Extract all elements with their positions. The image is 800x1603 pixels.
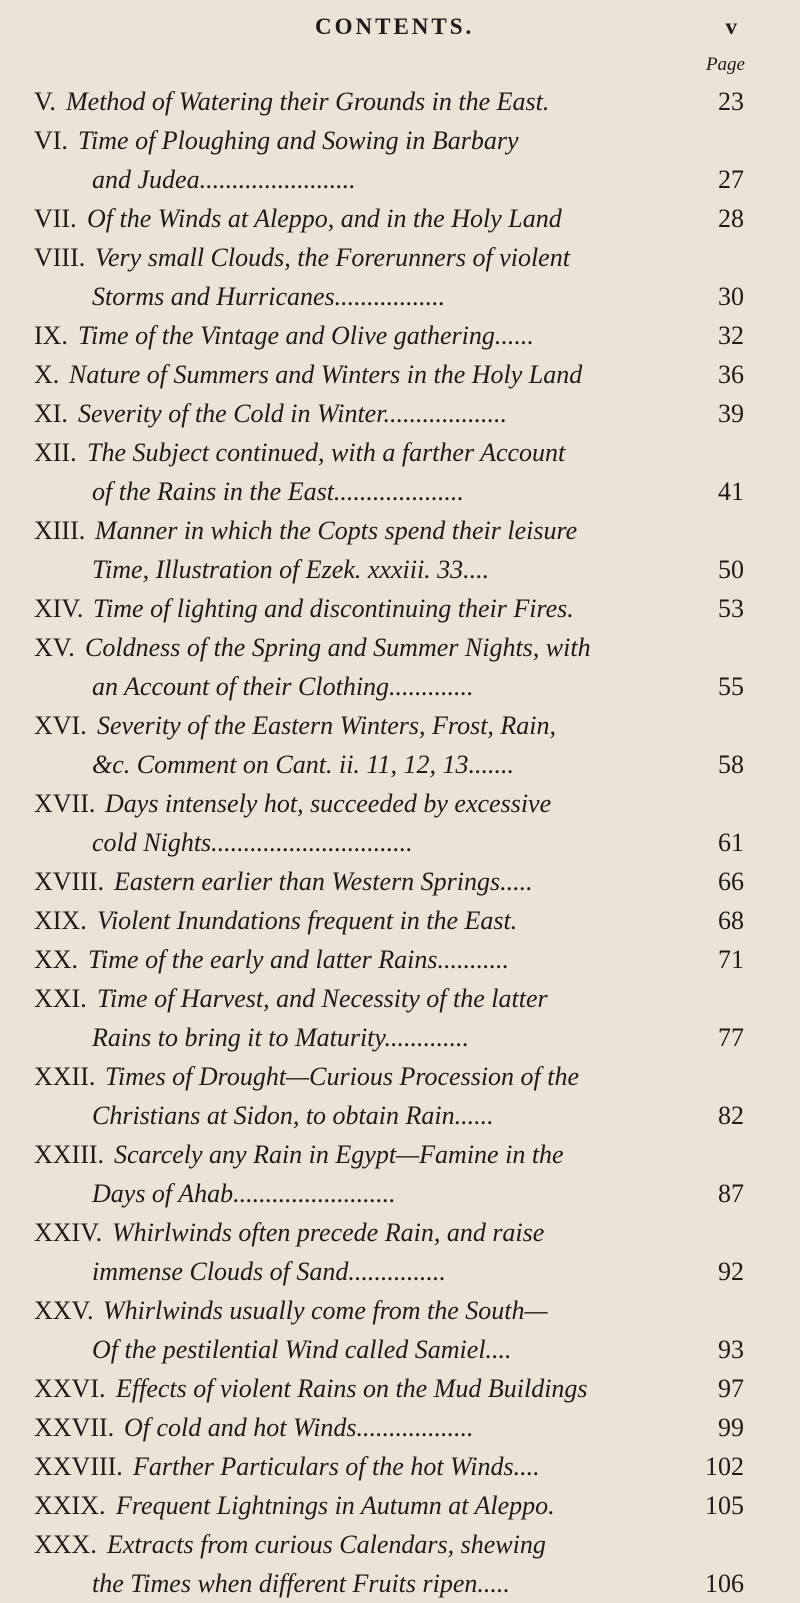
toc-entry [0,589,800,628]
toc-entry [0,940,800,979]
toc-entry [0,1486,800,1525]
chapter-numeral: XXII. [34,1062,96,1091]
page-number: 77 [718,1023,744,1052]
chapter-numeral: XXVIII. [34,1452,123,1481]
chapter-title-text: Days intensely hot, succeeded by excessive [105,789,552,818]
toc-line [0,511,800,550]
chapter-numeral: XXIII. [34,1140,105,1169]
toc-entry [0,901,800,940]
page-number: 93 [718,1335,744,1364]
toc-line [0,1135,800,1174]
toc-entry [0,394,800,433]
toc-entry [0,1447,800,1486]
toc-entry [0,238,800,316]
page-number: 99 [718,1413,744,1442]
page-number: 71 [718,945,744,974]
chapter-numeral: XV. [34,633,75,662]
chapter-numeral: X. [34,360,60,389]
toc-entry [0,784,800,862]
page-number: 28 [718,204,744,233]
toc-entry [0,82,800,121]
page-number: 50 [718,555,744,584]
chapter-numeral: XXVII. [34,1413,115,1442]
page-number: 82 [718,1101,744,1130]
chapter-title-text: Time of Harvest, and Necessity of the latter [97,984,548,1013]
chapter-title-text: Storms and Hurricanes................. [92,282,446,311]
page-number: 27 [718,165,744,194]
toc-entry [0,862,800,901]
chapter-title-text: Effects of violent Rains on the Mud Buildings [116,1374,588,1403]
chapter-numeral: XVII. [34,789,96,818]
chapter-title-text: Manner in which the Copts spend their leisure [95,516,578,545]
chapter-title-text: immense Clouds of Sand............... [92,1257,446,1286]
page-number: 36 [718,360,744,389]
chapter-numeral: XII. [34,438,77,467]
toc-line [0,1447,800,1486]
toc-line [0,706,800,745]
toc-line [0,1408,800,1447]
toc-line [0,1369,800,1408]
running-title: CONTENTS. [315,14,475,39]
chapter-title-text: Severity of the Eastern Winters, Frost, Rain, [97,711,557,740]
chapter-title-text: Whirlwinds often precede Rain, and raise [112,1218,545,1247]
chapter-title-text: Method of Watering their Grounds in the East. [66,87,550,116]
chapter-title-text: Rains to bring it to Maturity............. [92,1023,470,1052]
page-number: 105 [705,1491,744,1520]
page-number: 58 [718,750,744,779]
toc-line [0,1057,800,1096]
toc-line [0,1486,800,1525]
toc-entry [0,1213,800,1291]
chapter-title-text: Extracts from curious Calendars, shewing [107,1530,546,1559]
toc-line [0,355,800,394]
toc-entry [0,355,800,394]
chapter-title-text: the Times when different Fruits ripen..... [92,1569,510,1598]
toc-line [0,1174,800,1213]
page-number: 102 [705,1452,744,1481]
table-of-contents [0,82,800,1603]
toc-entry [0,979,800,1057]
chapter-title-text: Times of Drought—Curious Procession of the [105,1062,580,1091]
chapter-numeral: V. [34,87,56,116]
chapter-title-text: of the Rains in the East.................... [92,477,464,506]
chapter-numeral: XXIX. [34,1491,106,1520]
page-number: 41 [718,477,744,506]
page-number: 55 [718,672,744,701]
page-number: 23 [718,87,744,116]
page-number: 66 [718,867,744,896]
chapter-title-text: and Judea........................ [92,165,356,194]
page-number: 30 [718,282,744,311]
toc-line [0,199,800,238]
page-number: 32 [718,321,744,350]
chapter-numeral: IX. [34,321,68,350]
toc-entry [0,1369,800,1408]
chapter-numeral: XXI. [34,984,87,1013]
chapter-numeral: VI. [34,126,68,155]
chapter-title-text: The Subject continued, with a farther Account [87,438,566,467]
page-number: 53 [718,594,744,623]
toc-line [0,121,800,160]
page-number: 92 [718,1257,744,1286]
toc-entry [0,628,800,706]
toc-line [0,1096,800,1135]
chapter-numeral: XXV. [34,1296,94,1325]
chapter-title-text: Of the pestilential Wind called Samiel.... [92,1335,512,1364]
toc-line [0,394,800,433]
chapter-numeral: XXIV. [34,1218,103,1247]
toc-entry [0,1525,800,1603]
page-number: 39 [718,399,744,428]
chapter-title-text: Time of the early and latter Rains........... [88,945,510,974]
chapter-title-text: &c. Comment on Cant. ii. 11, 12, 13....... [92,750,515,779]
chapter-numeral: XIII. [34,516,86,545]
toc-line [0,745,800,784]
toc-entry [0,1291,800,1369]
toc-line [0,1291,800,1330]
chapter-title-text: Time of lighting and discontinuing their Fires. [93,594,574,623]
page-number: 106 [705,1569,744,1598]
chapter-numeral: VII. [34,204,77,233]
chapter-title-text: Severity of the Cold in Winter................... [78,399,507,428]
toc-entry [0,1135,800,1213]
chapter-title-text: Whirlwinds usually come from the South— [103,1296,548,1325]
chapter-title-text: Violent Inundations frequent in the East. [97,906,518,935]
toc-line [0,238,800,277]
chapter-numeral: XVI. [34,711,87,740]
toc-line [0,160,800,199]
toc-line [0,1330,800,1369]
page-number: 61 [718,828,744,857]
toc-line [0,1252,800,1291]
toc-line [0,1213,800,1252]
folio-number: v [725,14,737,39]
toc-entry [0,316,800,355]
chapter-title-text: Eastern earlier than Western Springs..... [114,867,533,896]
toc-line [0,589,800,628]
toc-line [0,550,800,589]
chapter-title-text: Days of Ahab......................... [92,1179,396,1208]
chapter-title-text: Nature of Summers and Winters in the Holy Land [69,360,583,389]
chapter-title-text: Time of Ploughing and Sowing in Barbary [78,126,519,155]
toc-entry [0,511,800,589]
toc-entry [0,433,800,511]
chapter-title-text: Of the Winds at Aleppo, and in the Holy Land [87,204,562,233]
chapter-numeral: XXVI. [34,1374,106,1403]
toc-line [0,979,800,1018]
toc-line [0,433,800,472]
toc-entry [0,199,800,238]
toc-entry [0,706,800,784]
chapter-title-text: an Account of their Clothing............. [92,672,474,701]
toc-line [0,82,800,121]
chapter-title-text: Christians at Sidon, to obtain Rain...... [92,1101,494,1130]
toc-line [0,316,800,355]
page-number: 87 [718,1179,744,1208]
chapter-title-text: Time of the Vintage and Olive gathering...... [78,321,534,350]
toc-line [0,784,800,823]
chapter-numeral: XIV. [34,594,84,623]
toc-line [0,862,800,901]
chapter-numeral: XI. [34,399,68,428]
chapter-title-text: Very small Clouds, the Forerunners of violent [95,243,570,272]
toc-line [0,1018,800,1057]
toc-line [0,901,800,940]
chapter-numeral: XX. [34,945,79,974]
toc-line [0,667,800,706]
page-header [0,14,800,44]
page-number: 97 [718,1374,744,1403]
chapter-title-text: Coldness of the Spring and Summer Nights, with [85,633,591,662]
toc-line [0,823,800,862]
toc-line [0,1525,800,1564]
toc-line [0,628,800,667]
chapter-numeral: XXX. [34,1530,97,1559]
toc-line [0,1564,800,1603]
toc-line [0,277,800,316]
chapter-numeral: VIII. [34,243,86,272]
toc-entry [0,1408,800,1447]
chapter-title-text: Time, Illustration of Ezek. xxxiii. 33.... [92,555,490,584]
chapter-numeral: XIX. [34,906,87,935]
chapter-title-text: Farther Particulars of the hot Winds.... [133,1452,540,1481]
chapter-title-text: Of cold and hot Winds.................. [124,1413,474,1442]
chapter-numeral: XVIII. [34,867,105,896]
chapter-title-text: Frequent Lightnings in Autumn at Aleppo. [116,1491,555,1520]
chapter-title-text: Scarcely any Rain in Egypt—Famine in the [114,1140,564,1169]
toc-entry [0,121,800,199]
toc-entry [0,1057,800,1135]
toc-line [0,472,800,511]
page-number: 68 [718,906,744,935]
chapter-title-text: cold Nights............................... [92,828,413,857]
page-column-label: Page [705,54,745,75]
toc-line [0,940,800,979]
